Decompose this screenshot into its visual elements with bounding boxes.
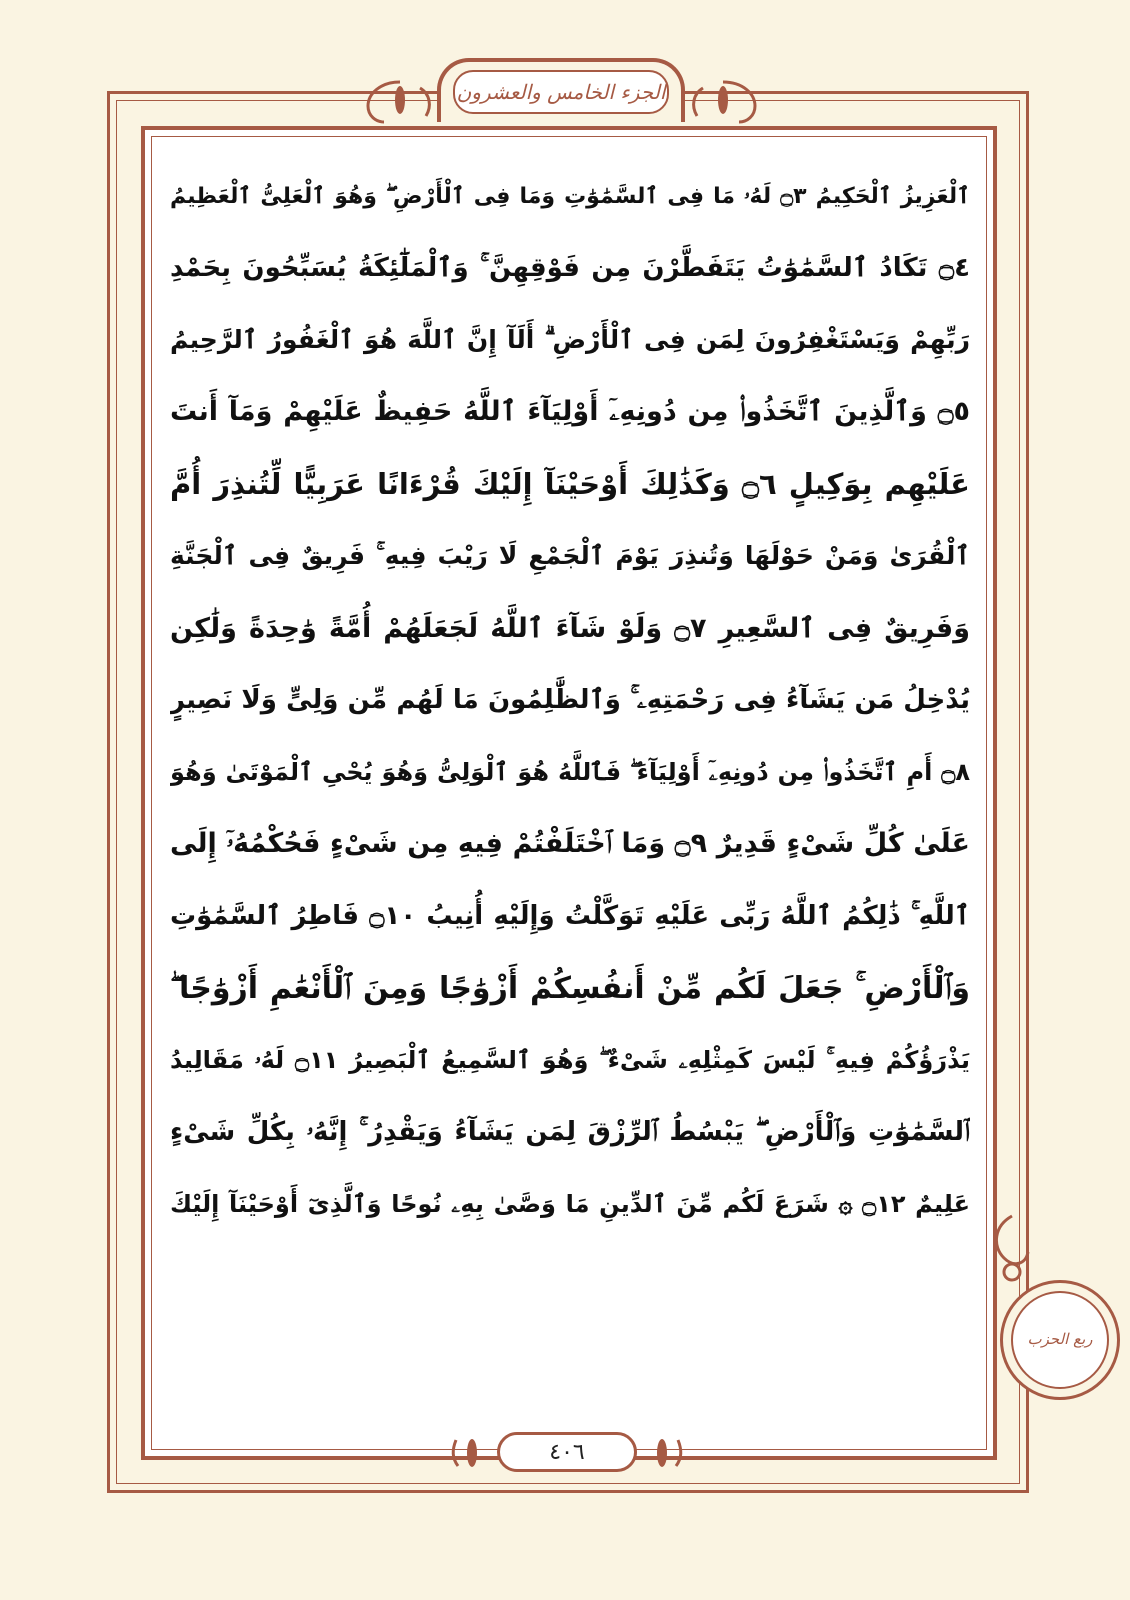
hizb-marker-inner — [1011, 1291, 1109, 1389]
quran-line — [170, 234, 970, 302]
line-text: رَبِّهِمْ وَيَسْتَغْفِرُونَ لِمَن فِى ٱلْأَرْضِ ۗ أَلَآ إِنَّ ٱللَّهَ هُوَ ٱلْغَفُورُ ٱلرَّحِيمُ — [170, 325, 970, 354]
page-number: ٤٠٦ — [549, 1439, 585, 1465]
header-ornament-left-icon — [360, 76, 440, 126]
juz-header-cartouche — [437, 58, 685, 122]
quran-line — [170, 522, 970, 590]
juz-title: الجزء الخامس والعشرون — [456, 80, 666, 104]
quran-line — [170, 810, 970, 878]
line-text: ۝٥ وَٱلَّذِينَ ٱتَّخَذُوا۟ مِن دُونِهِۦٓ أَوْلِيَآءَ ٱللَّهُ حَفِيظٌ عَلَيْهِمْ وَمَآ أَنتَ — [170, 396, 970, 427]
quran-line — [170, 594, 970, 662]
footer-ornament-right-icon — [640, 1436, 684, 1470]
juz-header-inner — [453, 70, 669, 114]
line-text: ۝٨ أَمِ ٱتَّخَذُوا۟ مِن دُونِهِۦٓ أَوْلِيَآءَ ۖ فَٱللَّهُ هُوَ ٱلْوَلِىُّ وَهُوَ يُحْىِ ٱلْمَوْتَىٰ وَهُوَ — [170, 758, 970, 786]
line-text: يَذْرَؤُكُمْ فِيهِ ۚ لَيْسَ كَمِثْلِهِۦ شَىْءٌ ۖ وَهُوَ ٱلسَّمِيعُ ٱلْبَصِيرُ ۝١١ لَهُۥ مَقَالِيدُ — [170, 1046, 970, 1074]
quran-line — [170, 306, 970, 374]
quran-line — [170, 1026, 970, 1094]
quran-line — [170, 450, 970, 518]
line-text: عَلِيمٌ ۝١٢ ۞ شَرَعَ لَكُم مِّنَ ٱلدِّينِ مَا وَصَّىٰ بِهِۦ نُوحًا وَٱلَّذِىٓ أَوْحَيْنَآ إِلَيْكَ — [170, 1190, 970, 1218]
footer-ornament-left-icon — [450, 1436, 494, 1470]
quran-line — [170, 378, 970, 446]
header-ornament-right-icon — [683, 76, 763, 126]
line-text: ٱلْقُرَىٰ وَمَنْ حَوْلَهَا وَتُنذِرَ يَوْمَ ٱلْجَمْعِ لَا رَيْبَ فِيهِ ۚ فَرِيقٌ فِى ٱلْجَنَّةِ — [170, 541, 970, 570]
line-text: يُدْخِلُ مَن يَشَآءُ فِى رَحْمَتِهِۦ ۚ وَٱلظَّٰلِمُونَ مَا لَهُم مِّن وَلِىٍّ وَلَا نَصِيرٍ — [170, 684, 970, 715]
line-text: وَٱلْأَرْضِ ۚ جَعَلَ لَكُم مِّنْ أَنفُسِكُمْ أَزْوَٰجًا وَمِنَ ٱلْأَنْعَٰمِ أَزْوَٰجًا ۖ — [170, 970, 970, 1006]
line-text: ٱللَّهِ ۚ ذَٰلِكُمُ ٱللَّهُ رَبِّى عَلَيْهِ تَوَكَّلْتُ وَإِلَيْهِ أُنِيبُ ۝١٠ فَاطِرُ ٱلسَّمَٰوَٰتِ — [170, 900, 970, 931]
quran-line — [170, 882, 970, 950]
line-text: عَلَيْهِم بِوَكِيلٍ ۝٦ وَكَذَٰلِكَ أَوْحَيْنَآ إِلَيْكَ قُرْءَانًا عَرَبِيًّا لِّتُنذِرَ أُمَّ — [170, 467, 970, 501]
line-text: وَفَرِيقٌ فِى ٱلسَّعِيرِ ۝٧ وَلَوْ شَآءَ ٱللَّهُ لَجَعَلَهُمْ أُمَّةً وَٰحِدَةً وَلَٰكِن — [170, 612, 970, 644]
hizb-marker-text: ربع الحزب — [1027, 1330, 1093, 1349]
quran-line — [170, 1098, 970, 1166]
line-text: ۝٤ تَكَادُ ٱلسَّمَٰوَٰتُ يَتَفَطَّرْنَ مِن فَوْقِهِنَّ ۚ وَٱلْمَلَٰٓئِكَةُ يُسَبِّحُونَ بِحَمْدِ — [170, 252, 970, 283]
quran-line — [170, 738, 970, 806]
quran-line — [170, 666, 970, 734]
hizb-ornament-icon — [982, 1212, 1042, 1292]
quran-text-block — [170, 150, 970, 1410]
quran-line — [170, 162, 970, 230]
quran-line — [170, 954, 970, 1022]
quran-line — [170, 1170, 970, 1238]
page-number-box — [497, 1432, 637, 1472]
line-text: ٱلسَّمَٰوَٰتِ وَٱلْأَرْضِ ۖ يَبْسُطُ ٱلرِّزْقَ لِمَن يَشَآءُ وَيَقْدِرُ ۚ إِنَّهُۥ بِكُلِّ شَىْءٍ — [170, 1116, 970, 1147]
hizb-marker-medallion — [1000, 1280, 1120, 1400]
line-text: عَلَىٰ كُلِّ شَىْءٍ قَدِيرٌ ۝٩ وَمَا ٱخْتَلَفْتُمْ فِيهِ مِن شَىْءٍ فَحُكْمُهُۥٓ إِلَى — [170, 828, 970, 859]
line-text: ٱلْعَزِيزُ ٱلْحَكِيمُ ۝٣ لَهُۥ مَا فِى ٱلسَّمَٰوَٰتِ وَمَا فِى ٱلْأَرْضِ ۖ وَهُوَ ٱلْعَلِىُّ ٱلْعَظِيمُ — [170, 183, 970, 209]
